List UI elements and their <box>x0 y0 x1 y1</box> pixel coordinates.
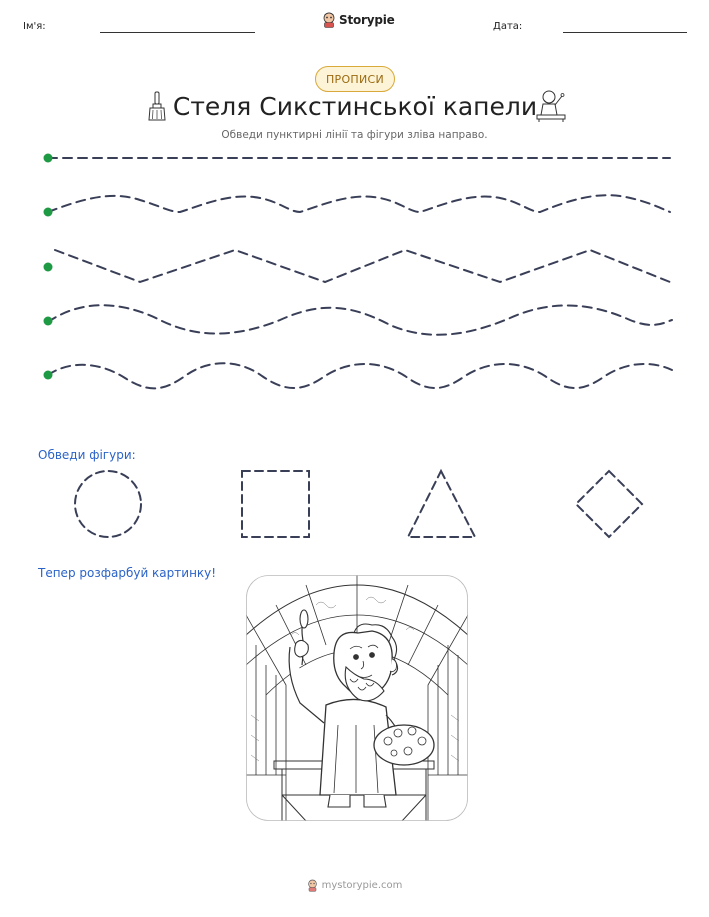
brand-logo <box>322 12 395 28</box>
name-label: Ім'я: <box>23 21 46 32</box>
worksheet-type-badge: ПРОПИСИ <box>315 66 395 92</box>
tracing-square[interactable] <box>242 471 309 537</box>
artist-figure-icon <box>535 88 567 122</box>
tracing-circle[interactable] <box>75 471 141 537</box>
start-dot <box>44 154 53 163</box>
storypie-mascot-icon <box>322 12 336 28</box>
start-dot <box>44 371 53 380</box>
date-label: Дата: <box>493 21 523 32</box>
footer <box>0 879 709 892</box>
start-dot <box>44 317 53 326</box>
coloring-picture-michelangelo <box>246 575 468 821</box>
name-field-line[interactable] <box>100 32 255 33</box>
start-dot <box>44 208 53 217</box>
tracing-line-zigzag[interactable] <box>55 250 670 282</box>
footer-site-link[interactable]: mystorypie.com <box>321 880 403 891</box>
start-dot <box>44 263 53 272</box>
tracing-diamond[interactable] <box>576 471 642 537</box>
coloring-section-label: Тепер розфарбуй картинку! <box>38 566 217 580</box>
tracing-line-wave-1[interactable] <box>48 195 670 212</box>
tracing-triangle[interactable] <box>408 471 475 537</box>
storypie-mascot-icon <box>307 879 318 892</box>
brand-name: Storypie <box>339 13 395 27</box>
page-title: Стеля Сикстинської капели <box>172 92 538 121</box>
shapes-section-label: Обведи фігури: <box>38 448 136 462</box>
tracing-shapes-area <box>0 465 709 545</box>
tracing-lines-area <box>0 140 709 400</box>
date-field-line[interactable] <box>563 32 687 33</box>
tracing-line-wave-2[interactable] <box>48 305 672 335</box>
tracing-line-wave-3[interactable] <box>48 363 672 388</box>
instructions-text: Обведи пунктирні лінії та фігури зліва направо. <box>221 129 488 141</box>
